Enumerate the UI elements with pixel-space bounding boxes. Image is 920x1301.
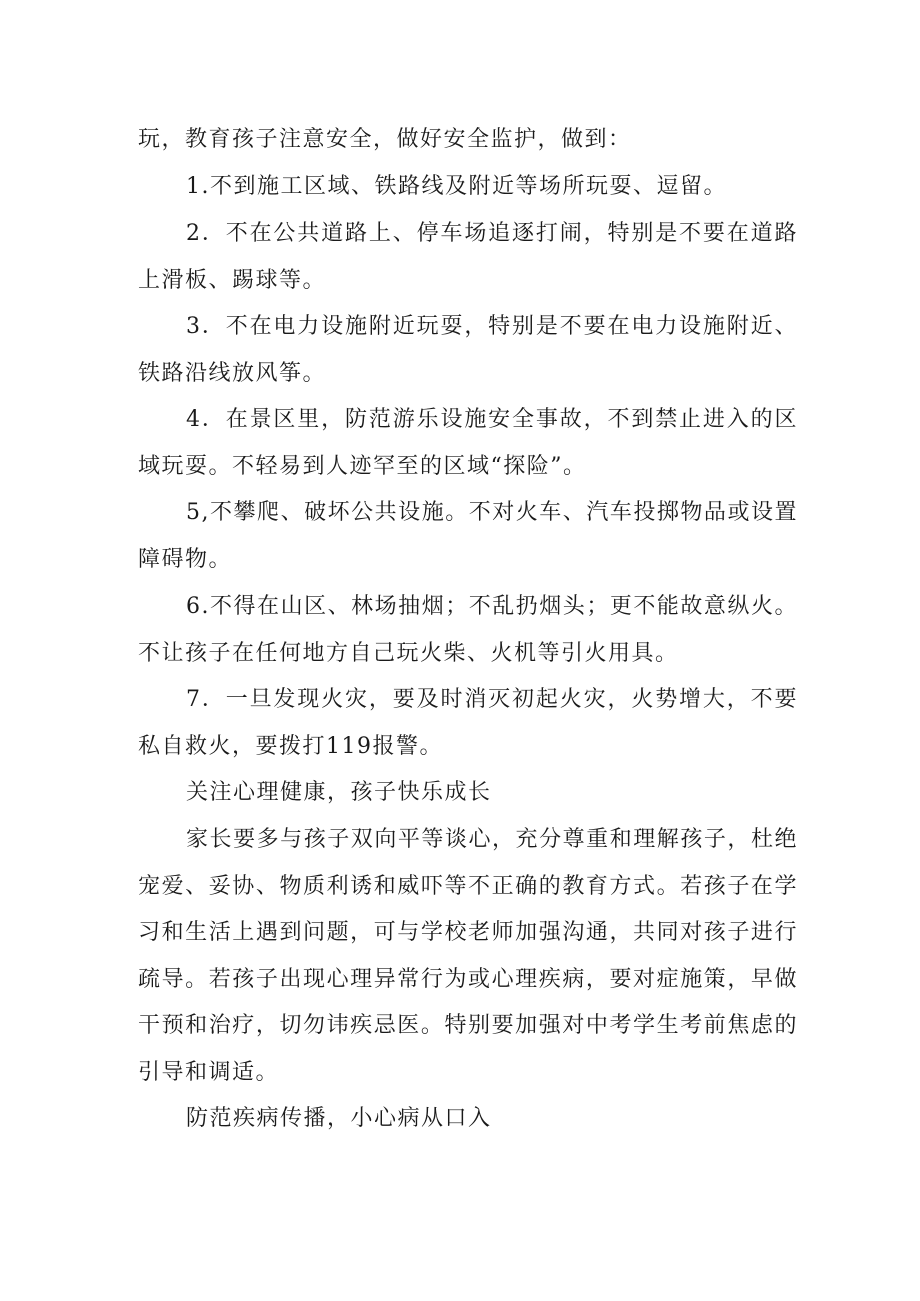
list-item-3: 3．不在电力设施附近玩耍，特别是不要在电力设施附近、铁路沿线放风筝。 — [138, 314, 798, 386]
paragraph-continuation: 玩，教育孩子注意安全，做好安全监护，做到： — [138, 127, 632, 152]
list-item-2: 2．不在公共道路上、停车场追逐打闹，特别是不要在道路上滑板、踢球等。 — [138, 221, 798, 293]
paragraph-mental-health: 家长要多与孩子双向平等谈心，充分尊重和理解孩子，杜绝宠爱、妥协、物质利诱和威吓等不正确的教育方式。若孩子在学习和生活上遇到问题，可与学校老师加强沟通，共同对孩子进行疏导。若孩子出现心理异常行为或心理疾病，要对症施策，早做干预和治疗，切勿讳疾忌医。特别要加强对中考学生考前焦虑的引导和调适。 — [138, 827, 798, 1085]
section-heading-mental-health: 关注心理健康，孩子快乐成长 — [186, 780, 492, 805]
list-item-1: 1.不到施工区域、铁路线及附近等场所玩耍、逗留。 — [186, 174, 727, 199]
list-item-4: 4．在景区里，防范游乐设施安全事故，不到禁止进入的区域玩耍。不轻易到人迹罕至的区域“探险”。 — [138, 407, 798, 479]
section-heading-disease-prevention: 防范疾病传播，小心病从口入 — [186, 1106, 492, 1131]
list-item-6: 6.不得在山区、林场抽烟；不乱扔烟头；更不能故意纵火。不让孩子在任何地方自己玩火柴、火机等引火用具。 — [138, 594, 798, 666]
list-item-5: 5,不攀爬、破坏公共设施。不对火车、汽车投掷物品或设置障碍物。 — [138, 500, 798, 572]
list-item-7: 7．一旦发现火灾，要及时消灭初起火灾，火势增大，不要私自救火，要拨打119报警。 — [138, 687, 798, 759]
